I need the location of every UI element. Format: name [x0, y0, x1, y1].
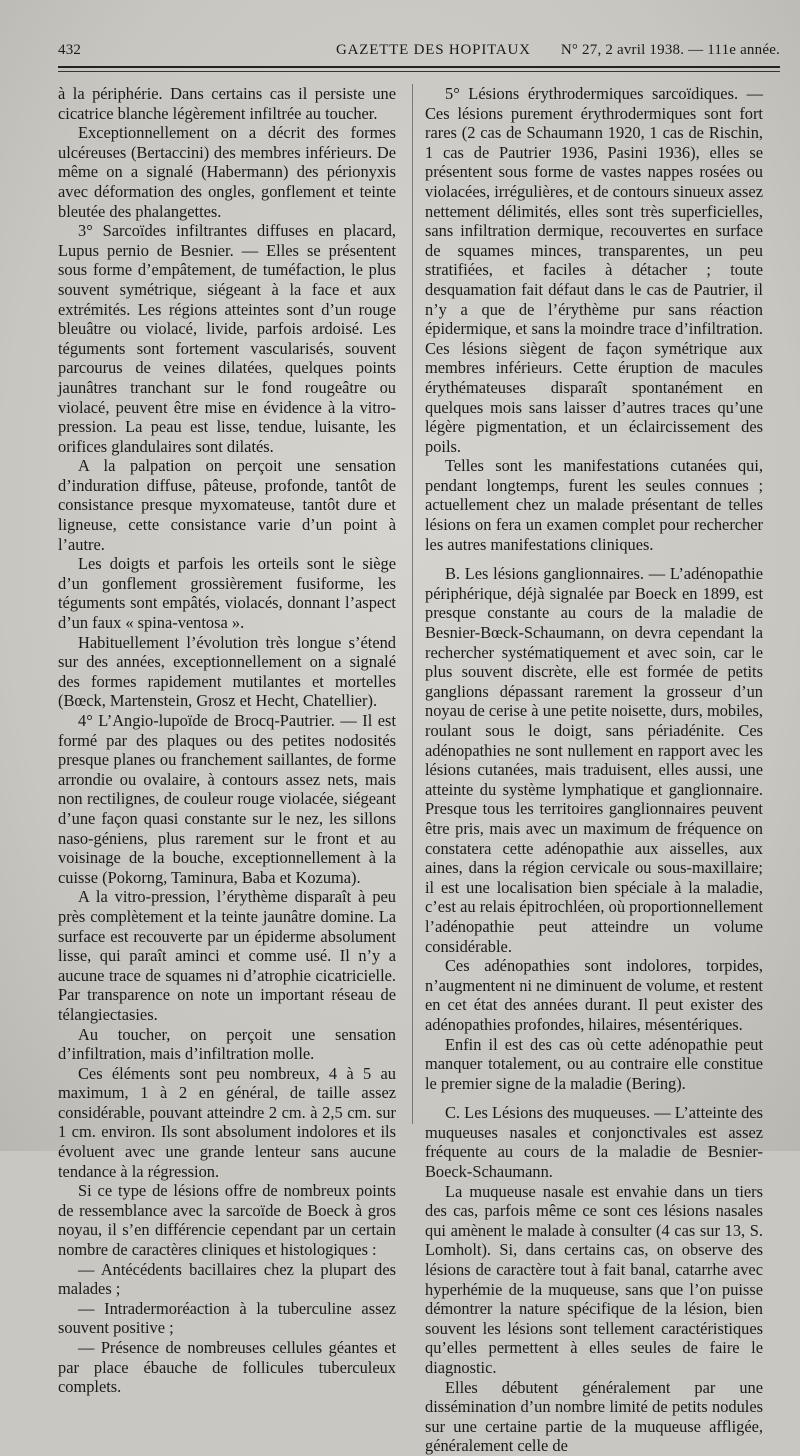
paragraph: 4° L’Angio-lupoïde de Brocq-Pautrier. — Il est formé par des plaques ou des petites nodosités presque planes ou franchement saillantes, de forme arrondie ou ovalaire, à contours assez nets, mais non rectilignes, de couleur rouge violacée, siégeant d’une façon quasi constante sur le nez, les sillons naso-géniens, plus rarement sur le front et au voisinage de la bouche, exceptionnellement à la cuisse (Pokorng, Taminura, Baba et Kozuma). — [58, 711, 396, 887]
paragraph: Au toucher, on perçoit une sensation d’infiltration, mais d’infiltration molle. — [58, 1024, 396, 1064]
paragraph: C. Les Lésions des muqueuses. — L’atteinte des muqueuses nasales et conjonctivales est assez fréquente au cours de la maladie de Besnier-Boeck-Schaumann. — [425, 1103, 763, 1182]
paragraph: Elles débutent généralement par une dissémination d’un nombre limité de petits nodules sur une certaine partie de la muqueuse affligée, généralement celle de — [425, 1377, 763, 1456]
paragraph: — Intradermoréaction à la tuberculine assez souvent positive ; — [58, 1298, 396, 1338]
paragraph: 5° Lésions érythrodermiques sarcoïdiques. — Ces lésions purement érythrodermiques sont fort rares (2 cas de Schaumann 1920, 1 cas de Rischin, 1 cas de Pautrier 1936, Pasini 1936), elles se présentent sous forme de vastes nappes rosées ou violacées, irrégulières, et de contours sinueux assez nettement délimités, elles sont très superficielles, sans infiltration dermique, recouvertes en surface de squames minces, transparentes, un peu stratifiées, et faciles à détacher ; toute desquamation fait défaut dans le cas de Pautrier, il n’y a que de l’érythème pur sans réaction épidermique, et sans la moindre trace d’infiltration. Ces lésions siègent de façon symétrique aux membres inférieurs. Cette éruption de macules érythémateuses disparaît spontanément en quelques mois sans laisser d’autres traces qu’une légère pigmentation, et un éclaircissement des poils. — [425, 84, 763, 456]
paragraph: à la périphérie. Dans certains cas il persiste une cicatrice blanche légèrement infiltrée au toucher. — [58, 84, 396, 123]
paragraph: A la vitro-pression, l’érythème disparaît à peu près complètement et la teinte jaunâtre domine. La surface est recouverte par un épiderme absolument lisse, qui paraît aminci et comme usé. Il n’y a aucune trace de squames ni d’atrophie cicatricielle. Par transparence on note un important réseau de télangiectasies. — [58, 887, 396, 1024]
issue-info: N° 27, 2 avril 1938. — 111e année. — [560, 42, 780, 58]
paragraph: Telles sont les manifestations cutanées qui, pendant longtemps, furent les seules connues ; actuellement chez un malade présentant de telles lésions on fera un examen complet pour rechercher les autres manifestations cliniques. — [425, 456, 763, 554]
paragraph: — Présence de nombreuses cellules géantes et par place ébauche de follicules tuberculeux complets. — [58, 1338, 396, 1397]
paragraph: Enfin il est des cas où cette adénopathie peut manquer totalement, ou au contraire elle constitue le premier signe de la maladie (Bering). — [425, 1034, 763, 1093]
paragraph: 3° Sarcoïdes infiltrantes diffuses en placard, Lupus pernio de Besnier. — Elles se présentent sous forme d’empâtement, de tuméfaction, le plus souvent symétrique, siégeant à la face et aux extrémités. Les régions atteintes sont d’un rouge bleuâtre ou violacé, livide, parfois ardoisé. Les téguments sont fortement vascularisés, souvent parcourus de veines dilatées, quelques points jaunâtres tranchant sur le fond rougeâtre ou violacé, peuvent être mise en évidence à la vitro-pression. La peau est lisse, tendue, luisante, les orifices glandulaires sont dilatés. — [58, 221, 396, 456]
right-column — [425, 84, 763, 1456]
paragraph: La muqueuse nasale est envahie dans un tiers des cas, parfois même ce sont ces lésions nasales qui amènent le malade à consulter (4 cas sur 13, S. Lomholt). Si, dans certains cas, on observe des lésions de caractère tout à fait banal, catarrhe avec hyperhémie de la muqueuse, sans que l’on puisse démontrer la nature spécifique de la lésion, bien souvent les lésions sont tellement caractéristiques qu’elles permettent à elles seules de faire le diagnostic. — [425, 1181, 763, 1377]
paragraph: A la palpation on perçoit une sensation d’induration diffuse, pâteuse, profonde, tantôt de consistance presque myxomateuse, tantôt dure et ligneuse, cette consistance varie d’un point à l’autre. — [58, 456, 396, 554]
left-column — [58, 84, 396, 1397]
header-rule-thin — [58, 71, 780, 72]
paragraph: — Antécédents bacillaires chez la plupart des malades ; — [58, 1259, 396, 1299]
paragraph: B. Les lésions ganglionnaires. — L’adénopathie périphérique, déjà signalée par Boeck en 1899, est presque constante au cours de la maladie de Besnier-Bœck-Schaumann, on devra cependant la rechercher systématiquement et avec soin, car le plus souvent discrète, elle est formée de petits ganglions dépassant rarement la grosseur d’un noyau de cerise à une petite noisette, durs, mobiles, roulant sous le doigt, sans périadénite. Ces adénopathies ne sont nullement en rapport avec les lésions cutanées, mais traduisent, elles aussi, une atteinte du système lymphatique et ganglionnaire. Presque tous les territoires ganglionnaires peuvent être pris, mais avec un maximum de fréquence on constatera cette adénopathie aux aisselles, aux aines, dans la région cervicale ou sous-maxillaire; il est une localisation bien spéciale à la maladie, c’est au relais épitrochléen, où proportionnellement l’adénopathie peut atteindre un volume considérable. — [425, 564, 763, 956]
page-header — [58, 42, 780, 64]
page-number: 432 — [58, 42, 82, 58]
paragraph: Exceptionnellement on a décrit des formes ulcéreuses (Bertaccini) des membres inférieurs. De même on a signalé (Habermann) des périonyxis avec déformation des ongles, gonflement et teinte bleutée des phalangettes. — [58, 123, 396, 221]
paragraph: Les doigts et parfois les orteils sont le siège d’un gonflement grossièrement fusiforme, les téguments sont empâtés, violacés, donnant l’aspect d’un faux « spina-ventosa ». — [58, 554, 396, 633]
paragraph: Ces éléments sont peu nombreux, 4 à 5 au maximum, 1 à 2 en général, de taille assez considérable, pouvant atteindre 2 cm. à 2,5 cm. sur 1 cm. environ. Ils sont absolument indolores et ils évoluent avec une grande lenteur sans aucune tendance à la régression. — [58, 1063, 396, 1181]
paragraph: Ces adénopathies sont indolores, torpides, n’augmentent ni ne diminuent de volume, et restent en cet état des années durant. Il peut exister des adénopathies profondes, hilaires, mésentériques. — [425, 956, 763, 1034]
journal-title: GAZETTE DES HOPITAUX — [336, 42, 531, 58]
header-rule-thick — [58, 66, 780, 68]
paragraph: Habituellement l’évolution très longue s’étend sur des années, exceptionnellement on a signalé des formes rapidement mutilantes et mortelles (Bœck, Martenstein, Grosz et Hecht, Chatellier). — [58, 632, 396, 711]
column-divider — [412, 84, 413, 1124]
paragraph: Si ce type de lésions offre de nombreux points de ressemblance avec la sarcoïde de Boeck à gros noyau, il s’en différencie cependant par un certain nombre de caractères cliniques et histologiques : — [58, 1181, 396, 1260]
